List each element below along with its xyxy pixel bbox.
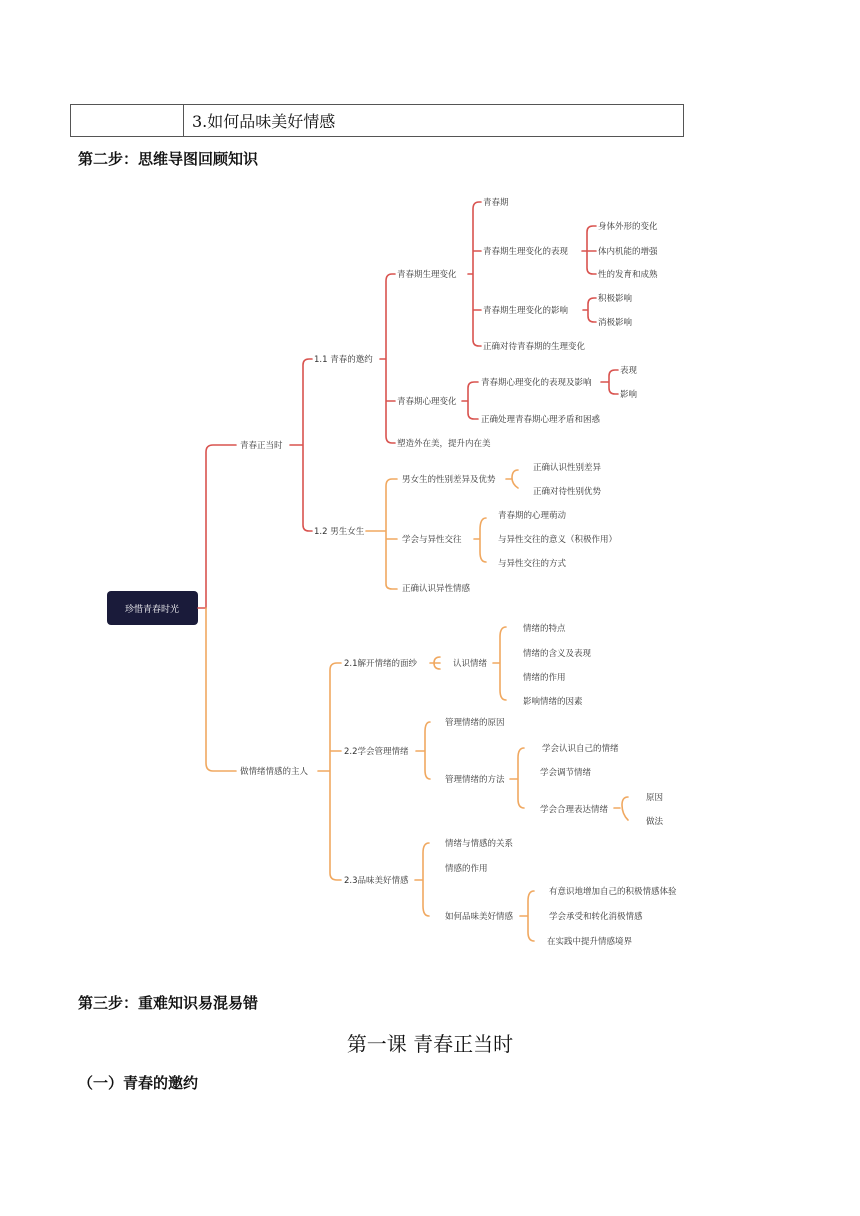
node-method-3: 学会合理表达情绪 — [540, 805, 609, 815]
node-know-1: 情绪的特点 — [523, 624, 566, 634]
node-know-3: 情绪的作用 — [523, 673, 566, 683]
node-1-2: 1.2 男生女生 — [314, 527, 365, 537]
branch-youth: 青春正当时 — [240, 441, 283, 451]
node-reason: 管理情绪的原因 — [445, 718, 505, 728]
node-know: 认识情绪 — [453, 659, 488, 669]
subsection-heading: （一）青春的邀约 — [78, 1074, 199, 1092]
node-method-3-2: 做法 — [646, 817, 664, 827]
node-method: 管理情绪的方法 — [445, 775, 505, 785]
node-psych-a: 青春期心理变化的表现及影响 — [481, 378, 592, 388]
branch-emotion: 做情绪情感的主人 — [240, 767, 309, 777]
mindmap-root: 珍惜青春时光 — [124, 605, 180, 615]
node-interact-1: 青春期的心理萌动 — [498, 511, 567, 521]
node-rel: 情绪与情感的关系 — [445, 839, 514, 849]
node-physio-b2: 体内机能的增强 — [598, 247, 658, 257]
node-physio-b3: 性的发育和成熟 — [598, 270, 658, 280]
node-know-4: 影响情绪的因素 — [523, 697, 583, 707]
table-cell-text: 3.如何品味美好情感 — [192, 112, 336, 131]
node-gender: 男女生的性别差异及优势 — [402, 475, 496, 485]
node-psych-a2: 影响 — [620, 390, 638, 400]
node-physio: 青春期生理变化 — [397, 270, 457, 280]
step2-heading: 第二步：思维导图回顾知识 — [78, 150, 259, 168]
node-physio-c2: 消极影响 — [598, 318, 633, 328]
node-role: 情感的作用 — [445, 864, 488, 874]
node-physio-c: 青春期生理变化的影响 — [483, 306, 569, 316]
node-psych: 青春期心理变化 — [397, 397, 457, 407]
node-how-2: 学会承受和转化消极情感 — [549, 912, 643, 922]
node-physio-b: 青春期生理变化的表现 — [483, 247, 569, 257]
node-physio-c1: 积极影响 — [598, 294, 633, 304]
step3-heading: 第三步：重难知识易混易错 — [78, 994, 259, 1012]
node-2-2: 2.2学会管理情绪 — [344, 747, 409, 757]
node-feel: 正确认识异性情感 — [402, 584, 471, 594]
node-1-1: 1.1 青春的邀约 — [314, 355, 373, 365]
node-physio-a: 青春期 — [483, 198, 509, 208]
node-gender-2: 正确对待性别优势 — [533, 487, 602, 497]
node-beauty: 塑造外在美，提升内在美 — [397, 439, 491, 449]
node-method-2: 学会调节情绪 — [540, 768, 592, 778]
node-know-2: 情绪的含义及表现 — [523, 649, 592, 659]
node-physio-b1: 身体外形的变化 — [598, 222, 658, 232]
node-interact: 学会与异性交往 — [402, 535, 462, 545]
node-how-3: 在实践中提升情感境界 — [547, 937, 633, 947]
node-gender-1: 正确认识性别差异 — [533, 463, 602, 473]
node-interact-2: 与异性交往的意义（积极作用） — [498, 535, 618, 545]
node-psych-a1: 表现 — [620, 366, 638, 376]
node-how-1: 有意识地增加自己的积极情感体验 — [549, 887, 677, 897]
node-psych-b: 正确处理青春期心理矛盾和困惑 — [481, 415, 601, 425]
node-2-1: 2.1解开情绪的面纱 — [344, 659, 418, 669]
node-how: 如何品味美好情感 — [445, 912, 514, 922]
lesson-title: 第一课 青春正当时 — [346, 1032, 514, 1056]
node-physio-d: 正确对待青春期的生理变化 — [483, 342, 586, 352]
node-method-1: 学会认识自己的情绪 — [542, 744, 619, 754]
node-interact-3: 与异性交往的方式 — [498, 559, 567, 569]
node-method-3-1: 原因 — [646, 793, 664, 803]
node-2-3: 2.3品味美好情感 — [344, 876, 409, 886]
